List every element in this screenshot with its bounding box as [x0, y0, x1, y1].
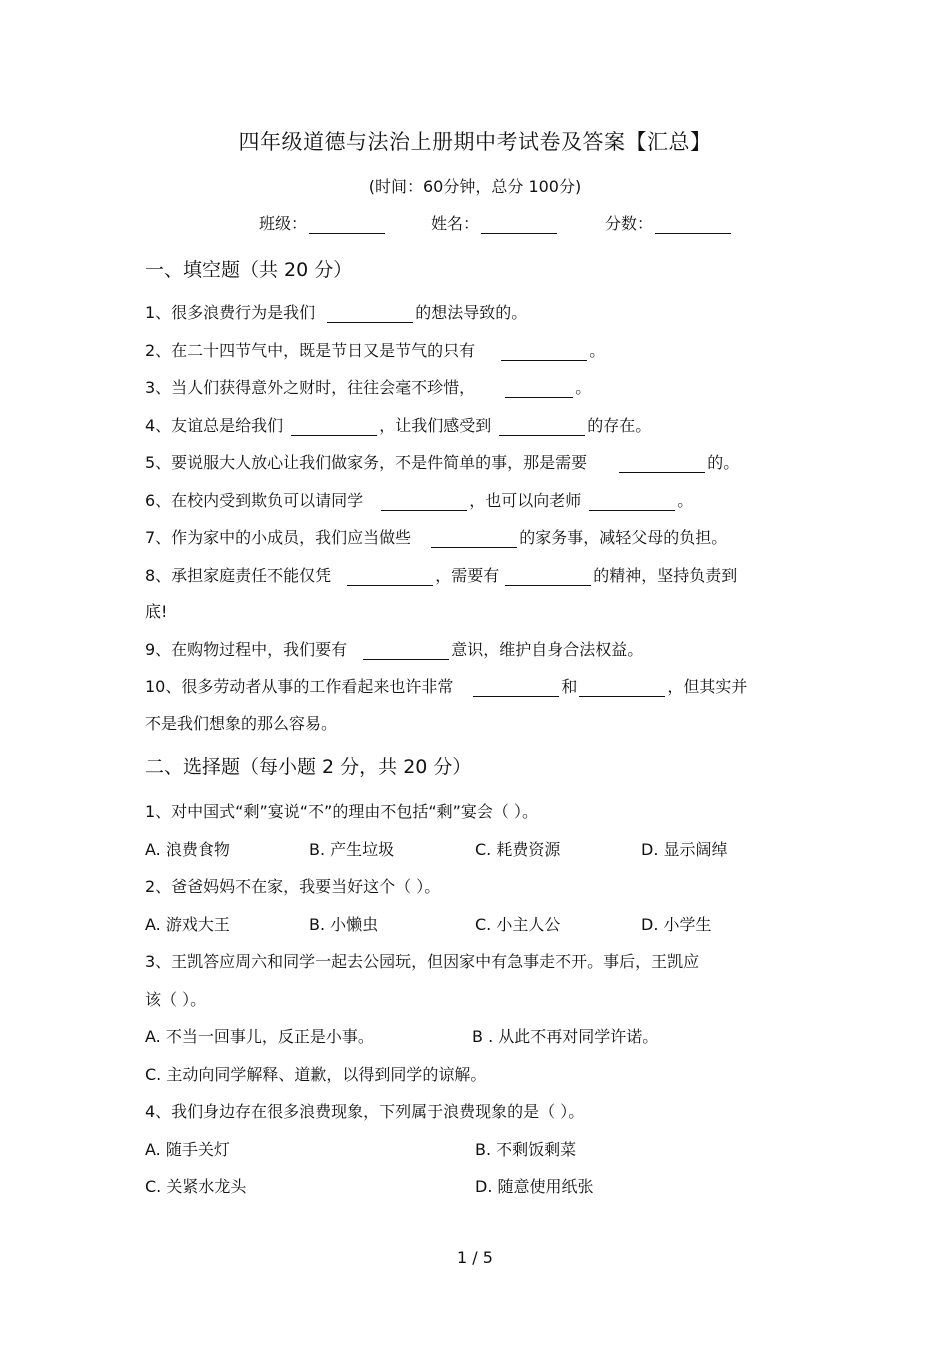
- answer-blank: [347, 567, 433, 586]
- class-field: [259, 211, 387, 234]
- answer-blank: [579, 678, 665, 697]
- choice-1-option-c: C. 耗费资源: [475, 840, 561, 859]
- question-text: ，需要有: [435, 566, 500, 585]
- choice-2-option-b: B. 小懒虫: [309, 915, 379, 934]
- choice-4-option-c: C. 关紧水龙头: [145, 1177, 247, 1196]
- question-text: ，也可以向老师: [469, 491, 582, 510]
- answer-blank: [291, 417, 377, 436]
- page-number: 1 / 5: [457, 1248, 493, 1267]
- question-text: 9、在购物过程中，我们要有: [145, 640, 348, 659]
- fill-question-2: [145, 338, 605, 361]
- fill-question-7: [145, 525, 727, 548]
- question-text: 和: [561, 677, 578, 696]
- fill-question-8: [145, 563, 737, 586]
- choice-question-3-cont: 该（ ）。: [145, 990, 207, 1009]
- fill-question-9: [145, 637, 643, 660]
- answer-blank: [327, 304, 413, 323]
- choice-4-option-a: A. 随手关灯: [145, 1140, 230, 1159]
- score-label: 分数：: [605, 214, 654, 233]
- choice-4-option-d: D. 随意使用纸张: [475, 1177, 594, 1196]
- question-text: 。: [589, 341, 606, 360]
- choice-question-2: 2、爸爸妈妈不在家，我要当好这个（ ）。: [145, 877, 441, 896]
- question-text: 。: [677, 491, 694, 510]
- name-field: [431, 211, 559, 234]
- section-choice-heading: 二、选择题（每小题 2 分，共 20 分）: [145, 756, 472, 778]
- choice-question-4: 4、我们身边存在很多浪费现象，下列属于浪费现象的是（ ）。: [145, 1102, 585, 1121]
- question-text: ，但其实并: [667, 677, 748, 696]
- fill-question-5: [145, 450, 739, 473]
- question-text: 2、在二十四节气中，既是节日又是节气的只有: [145, 341, 476, 360]
- question-text: 1、很多浪费行为是我们: [145, 303, 316, 322]
- fill-question-10-cont: 不是我们想象的那么容易。: [145, 714, 338, 733]
- question-text: 4、友谊总是给我们: [145, 416, 284, 435]
- name-label: 姓名：: [431, 214, 480, 233]
- class-label: 班级：: [259, 214, 308, 233]
- answer-blank: [473, 678, 559, 697]
- score-blank: [655, 215, 731, 234]
- choice-4-option-b: B. 不剩饭剩菜: [475, 1140, 577, 1159]
- answer-blank: [619, 454, 705, 473]
- question-text: 的精神，坚持负责到: [593, 566, 738, 585]
- choice-question-3: 3、王凯答应周六和同学一起去公园玩，但因家中有急事走不开。事后，王凯应: [145, 952, 700, 971]
- fill-question-8-cont: 底!: [145, 602, 168, 621]
- choice-1-option-d: D. 显示阔绰: [641, 840, 728, 859]
- choice-3-option-c: C. 主动向同学解释、道歉，以得到同学的谅解。: [145, 1065, 487, 1084]
- choice-2-option-c: C. 小主人公: [475, 915, 561, 934]
- answer-blank: [363, 641, 449, 660]
- fill-question-3: [145, 375, 591, 398]
- question-text: 10、很多劳动者从事的工作看起来也许非常: [145, 677, 454, 696]
- question-text: 8、承担家庭责任不能仅凭: [145, 566, 332, 585]
- question-text: 。: [575, 378, 592, 397]
- answer-blank: [505, 567, 591, 586]
- choice-1-option-a: A. 浪费食物: [145, 840, 230, 859]
- choice-3-option-b: B . 从此不再对同学许诺。: [472, 1027, 659, 1046]
- question-text: 7、作为家中的小成员，我们应当做些: [145, 528, 412, 547]
- question-text: ，让我们感受到: [379, 416, 492, 435]
- fill-question-4: [145, 413, 651, 436]
- choice-3-option-a: A. 不当一回事儿，反正是小事。: [145, 1027, 374, 1046]
- question-text: 的家务事，减轻父母的负担。: [519, 528, 728, 547]
- answer-blank: [505, 379, 573, 398]
- answer-blank: [501, 342, 587, 361]
- choice-2-option-d: D. 小学生: [641, 915, 712, 934]
- choice-2-option-a: A. 游戏大王: [145, 915, 230, 934]
- exam-time-score: (时间：60分钟，总分 100分): [368, 177, 582, 196]
- answer-blank: [499, 417, 585, 436]
- choice-1-option-b: B. 产生垃圾: [309, 840, 395, 859]
- fill-question-1: [145, 300, 527, 323]
- name-blank: [481, 215, 557, 234]
- question-text: 的存在。: [587, 416, 652, 435]
- score-field: [605, 211, 733, 234]
- question-text: 3、当人们获得意外之财时，往往会毫不珍惜，: [145, 378, 476, 397]
- answer-blank: [381, 492, 467, 511]
- question-text: 5、要说服大人放心让我们做家务，不是件简单的事，那是需要: [145, 453, 588, 472]
- question-text: 6、在校内受到欺负可以请同学: [145, 491, 364, 510]
- question-text: 意识，维护自身合法权益。: [451, 640, 644, 659]
- question-text: 的想法导致的。: [415, 303, 528, 322]
- answer-blank: [431, 529, 517, 548]
- class-blank: [309, 215, 385, 234]
- section-fill-heading: 一、填空题（共 20 分）: [145, 259, 353, 281]
- answer-blank: [589, 492, 675, 511]
- choice-question-1: 1、对中国式“剩”宴说“不”的理由不包括“剩”宴会（ ）。: [145, 802, 539, 821]
- fill-question-6: [145, 488, 693, 511]
- fill-question-10: [145, 674, 747, 697]
- page-title: 四年级道德与法治上册期中考试卷及答案【汇总】: [238, 130, 712, 154]
- question-text: 的。: [707, 453, 740, 472]
